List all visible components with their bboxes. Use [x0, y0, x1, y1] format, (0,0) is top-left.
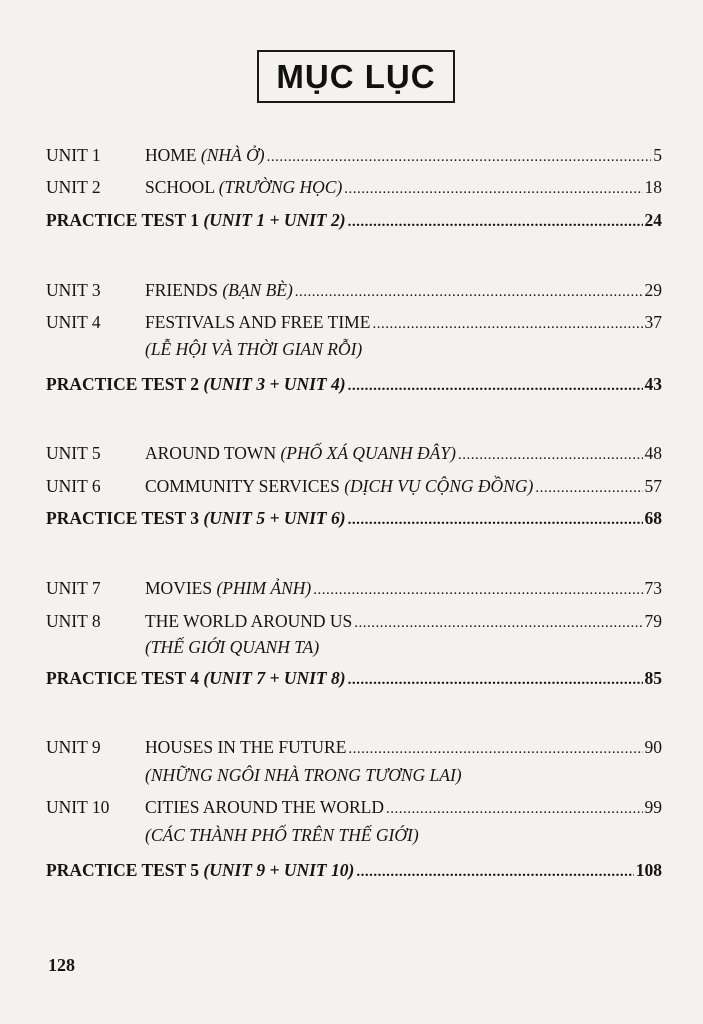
page-number: 128	[48, 955, 75, 975]
practice-test-title: PRACTICE TEST 1 (UNIT 1 + UNIT 2)	[46, 210, 346, 230]
unit-number: UNIT 6	[46, 476, 101, 496]
practice-test-title: PRACTICE TEST 3 (UNIT 5 + UNIT 6)	[46, 508, 346, 528]
dot-leader	[313, 582, 642, 599]
toc-entry-unit-9	[46, 737, 662, 763]
unit-subtitle: (CÁC THÀNH PHỐ TRÊN THẾ GIỚI)	[145, 825, 419, 845]
unit-number: UNIT 3	[46, 280, 101, 300]
page-ref: 18	[644, 177, 662, 197]
page-ref: 43	[644, 374, 662, 394]
unit-subtitle: (LỄ HỘI VÀ THỜI GIAN RỖI)	[145, 339, 363, 359]
toc-entry-practice-test-3	[46, 508, 662, 534]
unit-title: THE WORLD AROUND US	[145, 611, 353, 631]
toc-entry-unit-1	[46, 145, 662, 171]
toc-entry-unit-10	[46, 797, 662, 823]
dot-leader	[348, 512, 643, 529]
page-ref: 79	[644, 611, 662, 631]
practice-test-title: PRACTICE TEST 4 (UNIT 7 + UNIT 8)	[46, 668, 346, 688]
toc-entry-practice-test-5	[46, 860, 662, 886]
page-ref: 90	[644, 737, 662, 757]
toc-entry-unit-4	[46, 312, 662, 338]
toc-title: MỤC LỤC	[276, 57, 436, 95]
toc-entry-practice-test-1	[46, 210, 662, 236]
page-ref: 85	[644, 668, 662, 688]
unit-title: HOME (NHÀ Ở)	[145, 145, 265, 165]
page-ref: 99	[644, 797, 662, 817]
page-ref: 24	[644, 210, 662, 230]
unit-title: AROUND TOWN (PHỐ XÁ QUANH ĐÂY)	[145, 443, 456, 463]
toc-entry-unit-10-subtitle	[145, 825, 662, 851]
dot-leader	[348, 741, 642, 758]
toc-entry-unit-8	[46, 611, 662, 637]
unit-title: FRIENDS (BẠN BÈ)	[145, 280, 293, 300]
page-ref: 5	[653, 145, 662, 165]
dot-leader	[535, 480, 642, 497]
unit-number: UNIT 9	[46, 737, 101, 757]
unit-number: UNIT 7	[46, 578, 101, 598]
unit-subtitle: (NHỮNG NGÔI NHÀ TRONG TƯƠNG LAI)	[145, 765, 462, 785]
dot-leader	[354, 615, 642, 632]
unit-title: COMMUNITY SERVICES (DỊCH VỤ CỘNG ĐỒNG)	[145, 476, 534, 496]
dot-leader	[348, 672, 643, 689]
page-ref: 37	[644, 312, 662, 332]
unit-title: SCHOOL (TRƯỜNG HỌC)	[145, 177, 343, 197]
dot-leader	[386, 801, 642, 818]
toc-entry-unit-7	[46, 578, 662, 604]
toc-entry-unit-4-subtitle	[145, 339, 662, 365]
toc-entry-unit-6	[46, 476, 662, 502]
page-ref: 108	[635, 860, 662, 880]
toc-entry-unit-9-subtitle	[145, 765, 662, 791]
unit-number: UNIT 5	[46, 443, 101, 463]
unit-number: UNIT 10	[46, 797, 110, 817]
page-ref: 29	[644, 280, 662, 300]
practice-test-title: PRACTICE TEST 2 (UNIT 3 + UNIT 4)	[46, 374, 346, 394]
unit-title: CITIES AROUND THE WORLD	[145, 797, 385, 817]
dot-leader	[356, 864, 633, 881]
toc-entry-unit-8-subtitle	[145, 637, 662, 663]
dot-leader	[267, 149, 652, 166]
unit-number: UNIT 4	[46, 312, 101, 332]
page-ref: 57	[644, 476, 662, 496]
toc-entry-unit-2	[46, 177, 662, 203]
unit-number: UNIT 8	[46, 611, 101, 631]
page-ref: 48	[644, 443, 662, 463]
dot-leader	[458, 447, 643, 464]
page-ref: 73	[644, 578, 662, 598]
unit-subtitle: (THẾ GIỚI QUANH TA)	[145, 637, 320, 657]
unit-number: UNIT 2	[46, 177, 101, 197]
dot-leader	[348, 214, 643, 231]
unit-title: FESTIVALS AND FREE TIME	[145, 312, 371, 332]
toc-entry-unit-5	[46, 443, 662, 469]
toc-entry-unit-3	[46, 280, 662, 306]
toc-entry-practice-test-4	[46, 668, 662, 694]
practice-test-title: PRACTICE TEST 5 (UNIT 9 + UNIT 10)	[46, 860, 355, 880]
toc-entry-practice-test-2	[46, 374, 662, 400]
dot-leader	[372, 316, 642, 333]
unit-title: MOVIES (PHIM ẢNH)	[145, 578, 312, 598]
toc-title-box	[257, 50, 455, 103]
page-ref: 68	[644, 508, 662, 528]
dot-leader	[344, 181, 642, 198]
dot-leader	[348, 378, 643, 395]
dot-leader	[295, 284, 643, 301]
unit-number: UNIT 1	[46, 145, 101, 165]
unit-title: HOUSES IN THE FUTURE	[145, 737, 347, 757]
